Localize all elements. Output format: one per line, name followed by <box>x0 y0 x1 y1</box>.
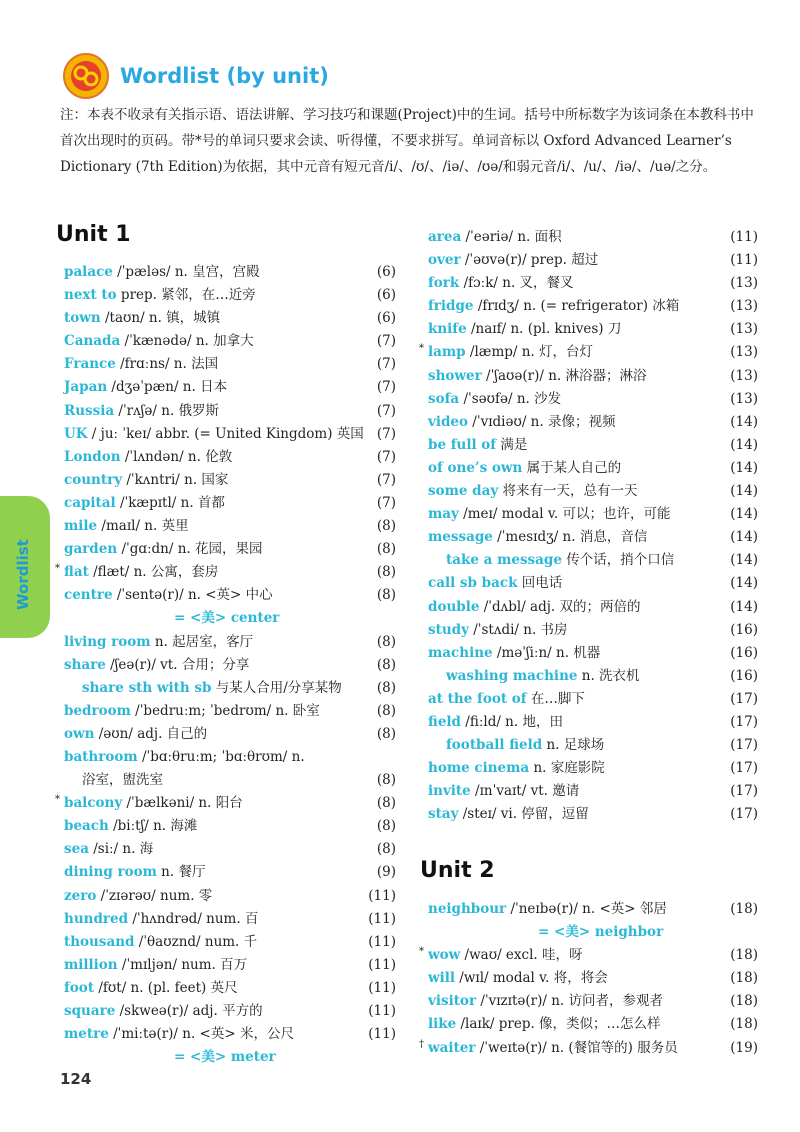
wordlist-entry <box>428 780 758 803</box>
headword: France <box>64 356 116 373</box>
wordlist-entry <box>428 990 758 1013</box>
definition: 在…脚下 <box>526 690 585 707</box>
headword: area <box>428 229 462 245</box>
page-reference: (18) <box>730 947 758 964</box>
wordlist-entry <box>428 272 758 295</box>
headword: may <box>428 506 459 523</box>
headword: of one’s own <box>428 459 523 476</box>
page-reference: (17) <box>730 806 758 823</box>
definition: 满是 <box>496 436 528 453</box>
headword: lamp <box>428 344 466 361</box>
headword: study <box>428 621 469 638</box>
definition: /ˈbedruːm; ˈbedrʊm/ n. 卧室 <box>130 702 320 719</box>
headword: fridge <box>428 298 474 315</box>
headword: flat <box>64 564 89 581</box>
wordlist-entry <box>64 746 396 769</box>
definition: /ˈdʌbl/ adj. 双的；两倍的 <box>479 598 641 615</box>
page-reference: (6) <box>376 287 396 304</box>
page-reference: (8) <box>376 772 396 789</box>
wordlist-entry <box>64 677 396 700</box>
page-reference: (11) <box>368 1003 396 1019</box>
wordlist-entry <box>64 353 396 376</box>
definition: 回电话 <box>517 575 563 592</box>
page-reference: (8) <box>376 818 396 835</box>
page-reference: (16) <box>730 667 758 684</box>
page-reference: (13) <box>730 275 758 292</box>
wordlist-entry <box>419 1037 758 1060</box>
page-reference: (11) <box>368 933 396 950</box>
headword: neighbour <box>428 901 507 917</box>
wordlist-entry <box>428 1013 758 1036</box>
wordlist-entry <box>64 584 396 607</box>
wordlist-entry <box>64 423 396 446</box>
definition: /məˈʃiːn/ n. 机器 <box>492 644 601 661</box>
page-reference: (18) <box>730 993 758 1010</box>
wordlist-entry <box>428 803 758 826</box>
headword: mile <box>64 518 98 535</box>
page-reference: (11) <box>368 956 396 973</box>
definition: /ˈvɪzɪtə(r)/ n. 访问者，参观者 <box>476 993 664 1010</box>
headword: million <box>64 956 118 973</box>
wordlist-entry <box>428 226 758 249</box>
page-reference: (8) <box>376 518 396 535</box>
headword: Canada <box>64 333 121 350</box>
page-reference: (14) <box>730 598 758 615</box>
page-reference: (8) <box>376 564 396 581</box>
wordlist-entry <box>428 434 758 457</box>
definition: /ˈəʊvə(r)/ prep. 超过 <box>460 252 599 269</box>
page-reference: (11) <box>730 229 758 245</box>
page-reference: (11) <box>368 979 396 996</box>
definition: /siː/ n. 海 <box>88 841 154 858</box>
definition: /biːtʃ/ n. 海滩 <box>108 818 198 835</box>
headword: bedroom <box>64 702 131 719</box>
star-mark: * <box>419 343 424 355</box>
headword: beach <box>64 818 109 835</box>
wordlist-entry <box>64 1046 396 1069</box>
page-reference: (11) <box>368 887 396 904</box>
headword: capital <box>64 494 116 511</box>
definition: /ˈmiːtə(r)/ n. <英> 米，公尺 <box>108 1026 294 1043</box>
wordlist-entry <box>64 400 396 423</box>
headword: town <box>64 310 101 327</box>
page-reference: (7) <box>376 356 396 373</box>
page-reference: (17) <box>730 760 758 777</box>
headword: double <box>428 598 480 615</box>
unit1-left-column <box>55 261 396 1069</box>
page-reference: (11) <box>730 252 758 269</box>
wordlist-entry <box>64 954 396 977</box>
definition: n. 足球场 <box>542 737 605 754</box>
wordlist-entry <box>64 469 396 492</box>
headword: sea <box>64 841 89 858</box>
definition: /læmp/ n. 灯，台灯 <box>465 344 594 361</box>
variant-spelling: = <美> meter <box>174 1049 276 1066</box>
definition: /wɪl/ modal v. 将，将会 <box>455 970 608 987</box>
wordlist-entry <box>428 619 758 642</box>
wordlist-entry <box>428 642 758 665</box>
page-reference: (7) <box>376 471 396 488</box>
page-reference: (8) <box>376 541 396 558</box>
wordlist-entry <box>64 700 396 723</box>
definition: /ˈweɪtə(r)/ n. (餐馆等的) 服务员 <box>475 1039 678 1056</box>
page-reference: (14) <box>730 483 758 500</box>
headword: share <box>64 656 106 673</box>
headword: bathroom <box>64 748 138 765</box>
wordlist-entry <box>64 515 396 538</box>
headword: shower <box>428 367 482 384</box>
unit1-heading: Unit 1 <box>56 222 131 247</box>
page-reference: (7) <box>376 448 396 465</box>
definition: 属于某人自己的 <box>522 459 622 476</box>
definition: /ˈrʌʃə/ n. 俄罗斯 <box>114 402 220 419</box>
wordlist-entry <box>428 688 758 711</box>
wordlist-entry <box>428 365 758 388</box>
wordlist-entry <box>55 792 396 815</box>
wordlist-entry <box>64 307 396 330</box>
definition: /taʊn/ n. 镇，城镇 <box>100 310 221 327</box>
definition: 与某人合用/分享某物 <box>211 679 342 696</box>
wordlist-entry <box>64 284 396 307</box>
headword: dining room <box>64 864 157 881</box>
wordlist-entry <box>428 503 758 526</box>
wordlist-note: 注：本表不收录有关指示语、语法讲解、学习技巧和课题(Project)中的生词。括号中所标数字为该词条在本教科书中首次出现时的页码。带*号的单词只要求会读、听得懂，不要求拼写。单词音标以 Oxford Advanced Learner’s Dictionary (7th Edition)为依据，其中元音有短元音/i/、/ʊ/、/iə/、/ʊə/和弱元音/i/、/u/、/iə/、/uə/之分。 <box>60 107 754 175</box>
definition: n. 洗衣机 <box>577 667 640 684</box>
wordlist-entry <box>428 665 758 688</box>
headword: Japan <box>64 379 108 396</box>
page-reference: (13) <box>730 321 758 338</box>
headword: foot <box>64 979 95 996</box>
page-reference: (18) <box>730 970 758 987</box>
definition: n. 家庭影院 <box>529 760 605 777</box>
headword: at the foot of <box>428 690 527 707</box>
wordlist-entry <box>419 944 758 967</box>
headword: share sth with sb <box>82 679 212 696</box>
wordlist-entry <box>428 480 758 503</box>
page-reference: (7) <box>376 333 396 350</box>
definition: prep. 紧邻，在…近旁 <box>116 287 256 304</box>
variant-spelling: = <美> neighbor <box>538 924 664 941</box>
wordlist-entry <box>428 549 758 572</box>
headword: football field <box>446 737 543 754</box>
page-reference: (17) <box>730 713 758 730</box>
headword: next to <box>64 287 117 304</box>
page-reference: (16) <box>730 644 758 661</box>
headword: garden <box>64 541 118 558</box>
definition: /ˈzɪərəʊ/ num. 零 <box>96 887 213 904</box>
definition: /fɔːk/ n. 叉，餐叉 <box>459 275 574 292</box>
definition: /fʊt/ n. (pl. feet) 英尺 <box>94 979 238 996</box>
definition: /naɪf/ n. (pl. knives) 刀 <box>466 321 622 338</box>
definition: /laɪk/ prep. 像，类似；…怎么样 <box>456 1016 661 1033</box>
page-reference: (19) <box>730 1039 758 1056</box>
definition: /fiːld/ n. 地，田 <box>460 713 563 730</box>
definition: /ˈkæpɪtl/ n. 首都 <box>115 494 225 511</box>
wordlist-entry <box>64 931 396 954</box>
wordlist-entry <box>64 838 396 861</box>
wordlist-entry <box>64 607 396 630</box>
page-reference: (11) <box>368 910 396 927</box>
headword: London <box>64 448 121 465</box>
definition: /ˈhʌndrəd/ num. 百 <box>128 910 259 927</box>
page-reference: (14) <box>730 552 758 569</box>
definition: /ˈkænədə/ n. 加拿大 <box>120 333 254 350</box>
headword: zero <box>64 887 97 904</box>
page-reference: (6) <box>376 310 396 327</box>
definition: /ˈvɪdiəʊ/ n. 录像；视频 <box>468 413 616 430</box>
headword: stay <box>428 806 459 823</box>
headword: own <box>64 725 95 742</box>
definition: /waʊ/ excl. 哇，呀 <box>460 947 583 964</box>
page-reference: (17) <box>730 690 758 707</box>
page-reference: (9) <box>376 864 396 881</box>
headword: home cinema <box>428 760 530 777</box>
page-reference: (8) <box>376 841 396 858</box>
page-reference: (14) <box>730 506 758 523</box>
definition: /ˈpæləs/ n. 皇宫，宫殿 <box>112 264 260 280</box>
page-reference: (7) <box>376 402 396 419</box>
wordlist-entry <box>428 318 758 341</box>
page-reference: (17) <box>730 737 758 754</box>
headword: field <box>428 713 461 730</box>
wordlist-entry <box>428 572 758 595</box>
page-reference: (8) <box>376 633 396 650</box>
wordlist-entry <box>64 815 396 838</box>
headword: thousand <box>64 933 135 950</box>
headword: palace <box>64 264 113 280</box>
wordlist-entry <box>64 723 396 746</box>
definition: /ˈkʌntri/ n. 国家 <box>122 471 229 488</box>
page-reference: (7) <box>376 379 396 396</box>
star-mark: * <box>55 794 60 806</box>
headword: will <box>428 970 456 987</box>
definition: / juː ˈkeɪ/ abbr. (= United Kingdom) 英国 <box>87 425 364 442</box>
headword: balcony <box>64 795 123 812</box>
unit2-column <box>419 898 758 1060</box>
definition: /əʊn/ adj. 自己的 <box>94 725 208 742</box>
definition: /skweə(r)/ adj. 平方的 <box>115 1003 263 1019</box>
page-reference: (14) <box>730 459 758 476</box>
definition: /maɪl/ n. 英里 <box>97 518 189 535</box>
page-reference: (13) <box>730 344 758 361</box>
wordlist-entry <box>428 596 758 619</box>
wordlist-entry <box>428 295 758 318</box>
definition: /ˈbɑːθruːm; ˈbɑːθrʊm/ n. <box>137 748 305 765</box>
definition: /ˈʃaʊə(r)/ n. 淋浴器；淋浴 <box>481 367 647 384</box>
wordlist-entry <box>64 492 396 515</box>
headword: square <box>64 1003 116 1019</box>
wordlist-entry <box>64 446 396 469</box>
wordlist-entry <box>419 341 758 364</box>
page-reference: (14) <box>730 529 758 546</box>
definition: /frɑːns/ n. 法国 <box>115 356 219 373</box>
headword: some day <box>428 483 499 500</box>
star-mark: * <box>55 563 60 575</box>
wordlist-entry <box>428 457 758 480</box>
headword: hundred <box>64 910 129 927</box>
wordlist-entry <box>428 921 758 944</box>
definition: /steɪ/ vi. 停留，逗留 <box>458 806 589 823</box>
definition: /flæt/ n. 公寓，套房 <box>88 564 219 581</box>
headword: invite <box>428 783 471 800</box>
page-reference: (17) <box>730 783 758 800</box>
page-reference: (14) <box>730 575 758 592</box>
page-reference: (7) <box>376 494 396 511</box>
wordlist-entry <box>55 561 396 584</box>
headword: like <box>428 1016 457 1033</box>
unit1-right-column <box>419 226 758 826</box>
wordlist-entry <box>428 249 758 272</box>
wordlist-entry <box>64 1000 396 1023</box>
headword: Russia <box>64 402 115 419</box>
headword: visitor <box>428 993 477 1010</box>
page-reference: (6) <box>376 264 396 280</box>
wordlist-entry <box>64 769 396 792</box>
wordlist-entry <box>64 261 396 284</box>
headword: wow <box>428 947 461 964</box>
wordlist-entry <box>64 977 396 1000</box>
headword: knife <box>428 321 467 338</box>
wordlist-entry <box>64 861 396 884</box>
headword: call sb back <box>428 575 518 592</box>
page-reference: (8) <box>376 679 396 696</box>
definition: /frɪdʒ/ n. (= refrigerator) 冰箱 <box>473 298 680 315</box>
definition: /ˈstʌdi/ n. 书房 <box>468 621 568 638</box>
definition: n. 餐厅 <box>156 864 206 881</box>
headword: metre <box>64 1026 109 1043</box>
headword: UK <box>64 425 88 442</box>
page-reference: (8) <box>376 656 396 673</box>
star-mark: * <box>419 946 424 958</box>
side-tab-label: Wordlist <box>14 539 32 610</box>
headword: over <box>428 252 461 269</box>
page-reference: (8) <box>376 702 396 719</box>
wordlist-entry <box>64 376 396 399</box>
headword: machine <box>428 644 493 661</box>
page-reference: (8) <box>376 587 396 604</box>
headword: message <box>428 529 493 546</box>
wordlist-entry <box>428 711 758 734</box>
definition: /ˈbælkəni/ n. 阳台 <box>122 795 243 812</box>
page-reference: (14) <box>730 413 758 430</box>
definition: /ʃeə(r)/ vt. 合用；分享 <box>105 656 250 673</box>
headword: centre <box>64 587 113 604</box>
definition: /ˈθaʊznd/ num. 千 <box>134 933 258 950</box>
definition: /ˈeəriə/ n. 面积 <box>461 229 562 245</box>
headword: washing machine <box>446 667 578 684</box>
wordlist-entry <box>64 538 396 561</box>
definition: 将来有一天，总有一天 <box>498 483 638 500</box>
headword: take a message <box>446 552 562 569</box>
wordlist-entry <box>64 631 396 654</box>
headword: country <box>64 471 123 488</box>
headword: be full of <box>428 436 497 453</box>
page-reference: (16) <box>730 621 758 638</box>
wordlist-entry <box>64 885 396 908</box>
wordlist-entry <box>428 757 758 780</box>
wordlist-entry <box>428 967 758 990</box>
definition: /ˈgɑːdn/ n. 花园，果园 <box>117 541 263 558</box>
page-title: Wordlist (by unit) <box>120 64 329 88</box>
page-reference: (7) <box>376 425 396 442</box>
definition: n. 起居室，客厅 <box>150 633 254 650</box>
unit2-heading: Unit 2 <box>420 858 495 883</box>
headword: living room <box>64 633 151 650</box>
definition: /ˈsentə(r)/ n. <英> 中心 <box>112 587 273 604</box>
definition: /meɪ/ modal v. 可以；也许，可能 <box>458 506 671 523</box>
variant-spelling: = <美> center <box>174 610 280 627</box>
definition: 浴室，盥洗室 <box>82 772 163 789</box>
wordlist-entry <box>64 654 396 677</box>
headword: video <box>428 413 469 430</box>
definition: /ˈmesɪdʒ/ n. 消息，音信 <box>492 529 648 546</box>
wordlist-entry <box>428 898 758 921</box>
wordlist-logo-icon <box>62 52 110 100</box>
wordlist-entry <box>64 1023 396 1046</box>
wordlist-entry <box>64 330 396 353</box>
page-reference: (13) <box>730 298 758 315</box>
page-reference: (18) <box>730 901 758 917</box>
page-reference: (18) <box>730 1016 758 1033</box>
wordlist-entry <box>428 411 758 434</box>
headword: waiter <box>428 1039 476 1056</box>
page-reference: (13) <box>730 367 758 384</box>
definition: 传个话，捎个口信 <box>561 552 675 569</box>
wordlist-entry <box>428 734 758 757</box>
headword: fork <box>428 275 460 292</box>
page-reference: (8) <box>376 795 396 812</box>
definition: /dʒəˈpæn/ n. 日本 <box>107 379 228 396</box>
definition: /ˈlʌndən/ n. 伦敦 <box>120 448 233 465</box>
definition: /ˈmɪljən/ num. 百万 <box>117 956 248 973</box>
wordlist-entry <box>428 526 758 549</box>
page-reference: (8) <box>376 725 396 742</box>
headword: sofa <box>428 390 460 407</box>
definition: /ˈsəʊfə/ n. 沙发 <box>459 390 562 407</box>
star-mark: † <box>419 1038 424 1050</box>
wordlist-entry <box>428 388 758 411</box>
wordlist-entry <box>64 908 396 931</box>
page-reference: (14) <box>730 436 758 453</box>
page-reference: (11) <box>368 1026 396 1043</box>
definition: /ɪnˈvaɪt/ vt. 邀请 <box>470 783 580 800</box>
definition: /ˈneɪbə(r)/ n. <英> 邻居 <box>506 901 667 917</box>
page-reference: (13) <box>730 390 758 407</box>
page-number: 124 <box>60 1070 92 1088</box>
